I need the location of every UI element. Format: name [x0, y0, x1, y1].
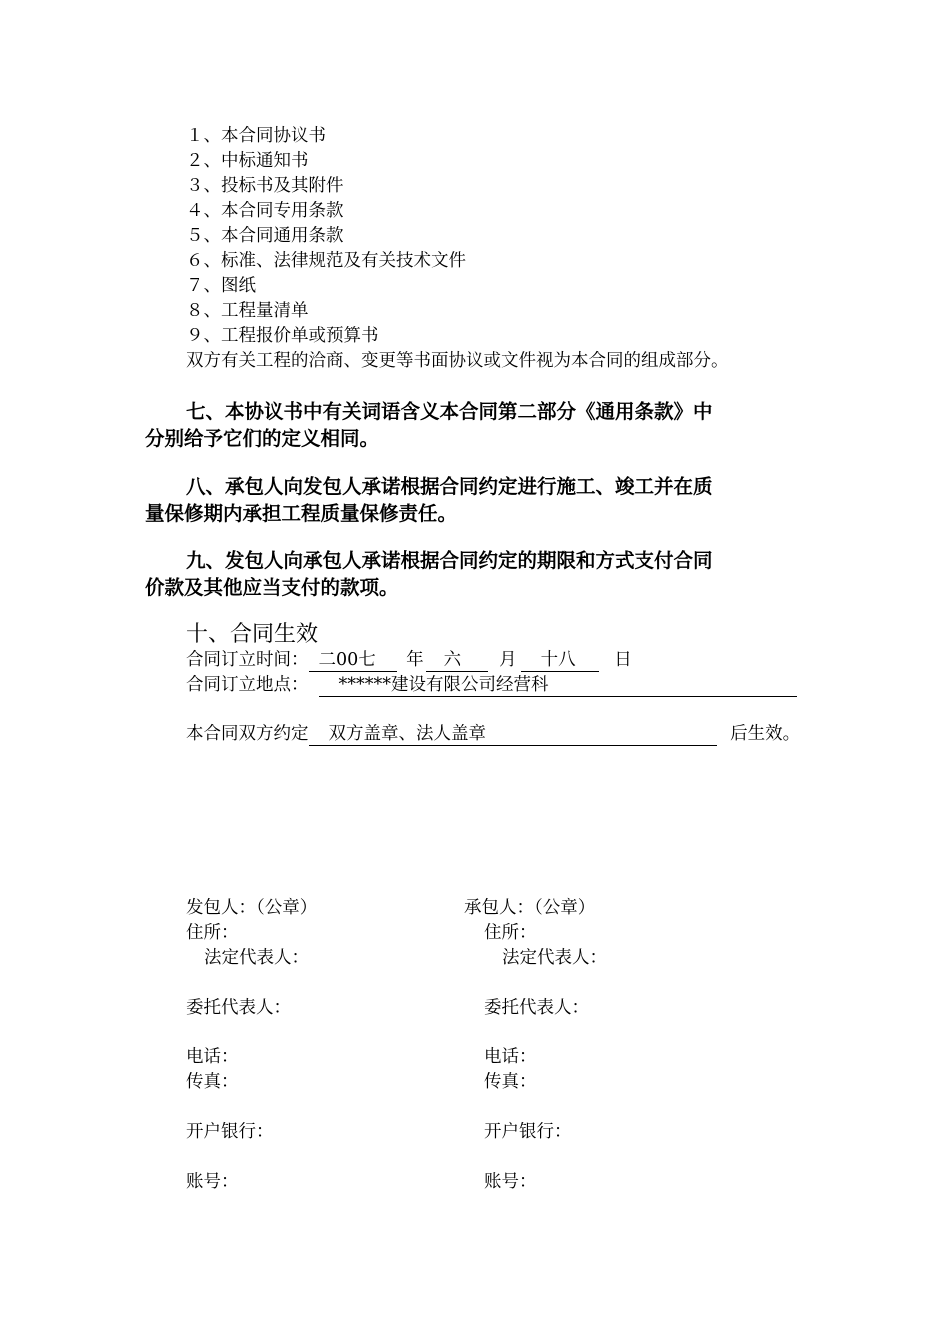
list-item-9: ９、工程报价单或预算书: [186, 326, 379, 346]
clause9-line1: 九、发包人向承包人承诺根据合同约定的期限和方式支付合同: [186, 549, 713, 572]
list-item-4: ４、本合同专用条款: [186, 201, 344, 221]
left-agent: 委托代表人：: [186, 998, 291, 1018]
clause10-title: 十、合同生效: [186, 622, 319, 647]
left-fax: 传真：: [186, 1072, 239, 1092]
left-account: 账号：: [186, 1172, 239, 1192]
contract-place-label: 合同订立地点：: [186, 675, 309, 695]
contract-month-value: 六: [426, 650, 488, 672]
list-item-6: ６、标准、法律规范及有关技术文件: [186, 251, 466, 271]
right-party: 承包人：（公章）: [464, 898, 596, 918]
contract-day-value: 十八: [521, 650, 599, 672]
contract-place-value: ******建设有限公司经营科: [319, 675, 797, 697]
right-phone: 电话：: [484, 1047, 537, 1067]
right-agent: 委托代表人：: [484, 998, 589, 1018]
effect-row: [186, 722, 800, 747]
right-legal-rep: 法定代表人：: [502, 948, 607, 968]
right-address: 住所：: [484, 923, 537, 943]
left-legal-rep: 法定代表人：: [204, 948, 309, 968]
right-account: 账号：: [484, 1172, 537, 1192]
left-party: 发包人：（公章）: [186, 898, 318, 918]
contract-year-unit: 年: [406, 650, 424, 670]
contract-year-value: 二00七: [309, 650, 397, 672]
contract-date-label: 合同订立时间：: [186, 650, 309, 670]
clause8-line2: 量保修期内承担工程质量保修责任。: [145, 502, 458, 525]
effect-suffix: 后生效。: [730, 724, 801, 744]
effect-prefix: 本合同双方约定: [186, 724, 309, 744]
contract-date-row: [186, 648, 632, 673]
list-item-5: ５、本合同通用条款: [186, 226, 344, 246]
list-item-2: ２、中标通知书: [186, 151, 309, 171]
contract-day-unit: 日: [614, 650, 632, 670]
list-item-7: ７、图纸: [186, 276, 256, 296]
left-bank: 开户银行：: [186, 1122, 274, 1142]
clause9-line2: 价款及其他应当支付的款项。: [145, 576, 399, 599]
list-item-8: ８、工程量清单: [186, 301, 309, 321]
clause7-line1: 七、本协议书中有关词语含义本合同第二部分《通用条款》中: [186, 400, 713, 423]
right-bank: 开户银行：: [484, 1122, 572, 1142]
clause7-line2: 分别给予它们的定义相同。: [145, 427, 380, 450]
list-item-1: １、本合同协议书: [186, 126, 326, 146]
right-fax: 传真：: [484, 1072, 537, 1092]
left-address: 住所：: [186, 923, 239, 943]
left-phone: 电话：: [186, 1047, 239, 1067]
clause8-line1: 八、承包人向发包人承诺根据合同约定进行施工、竣工并在质: [186, 475, 713, 498]
list-footer: 双方有关工程的洽商、变更等书面协议或文件视为本合同的组成部分。: [186, 351, 729, 371]
list-item-3: ３、投标书及其附件: [186, 176, 344, 196]
contract-month-unit: 月: [499, 650, 517, 670]
contract-place-row: [186, 673, 797, 698]
effect-value: 双方盖章、法人盖章: [309, 724, 717, 746]
